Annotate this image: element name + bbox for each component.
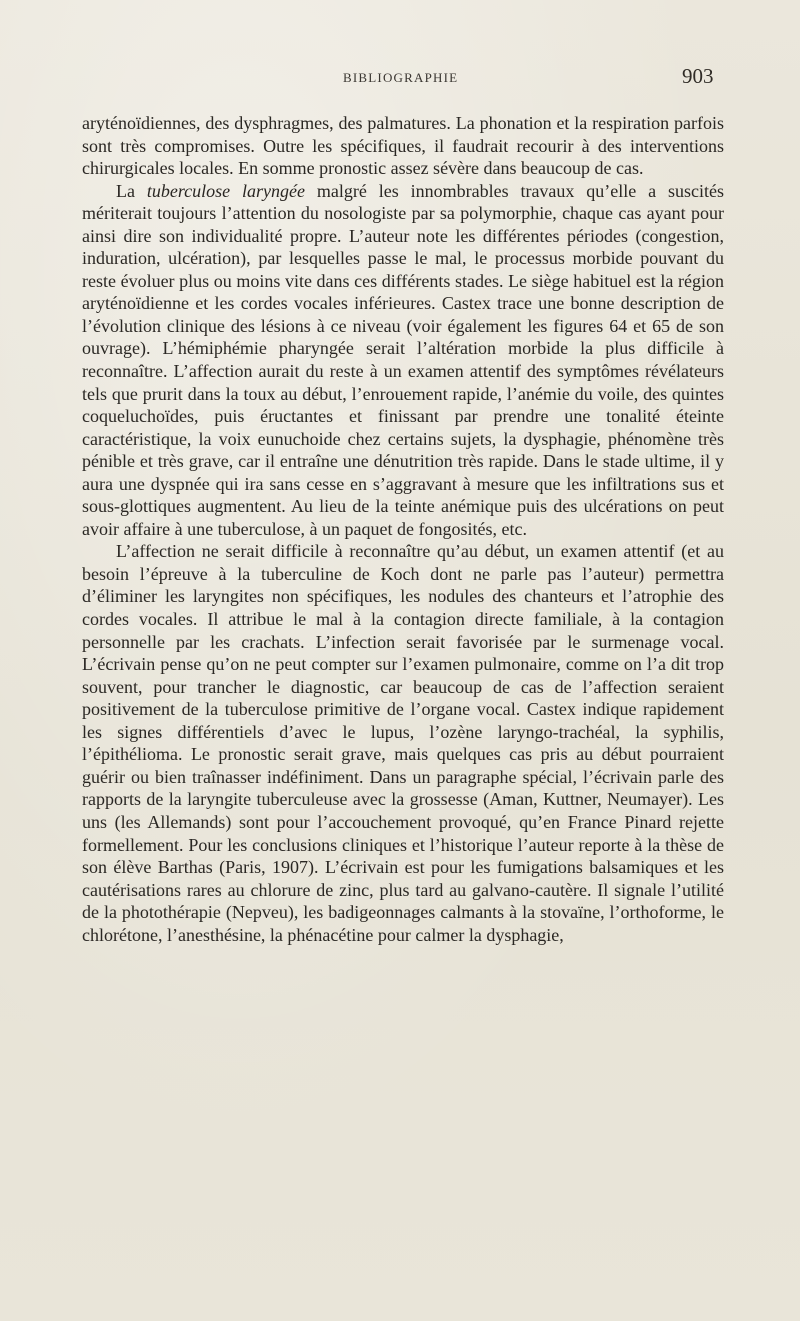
paragraph-2-lead: La [116,180,147,201]
paragraph-2-italic-term: tuberculose laryngée [146,180,306,201]
paragraph-1-text: aryténoïdiennes, des dysphragmes, des palmatures. La phonation et la respiration parfois sont très compromises. Outre les spécifiques, il faudrait recourir à des interventions chirurgicales locales. En somme pronostic assez sévère dans beaucoup de cas. [82,113,724,179]
body-text [82,112,724,946]
paragraph-3-text: L’affection ne serait difficile à reconnaître qu’au début, un examen attentif (et au besoin l’épreuve à la tuberculine de Koch dont ne parle pas l’auteur) permettra d’éliminer les laryngites non spécifiques, les nodules des chanteurs et l’atrophie des cordes vocales. Il attribue le mal à la contagion directe familiale, à la contagion personnelle par les crachats. L’infection serait favorisée par le surmenage vocal. L’écrivain pense qu’on ne peut compter sur l’examen pulmonaire, comme on l’a dit trop souvent, pour trancher le diagnostic, car beaucoup de cas de l’affection seraient positivement de la tuberculose primitive de l’organe vocal. Castex indique rapidement les signes différentiels d’avec le lupus, l’ozène laryngo-trachéal, la syphilis, l’épithélioma. Le pronostic serait grave, mais quelques cas pris au début pourraient guérir ou bien traînasser indéfiniment. Dans un paragraphe spécial, l’écrivain parle des rapports de la laryngite tuberculeuse avec la grossesse (Aman, Kuttner, Neumayer). Les uns (les Allemands) sont pour l’accouchement provoqué, qu’en France Pinard rejette formellement. Pour les conclusions cliniques et l’historique l’auteur reporte à la thèse de son élève Barthas (Paris, 1907). L’écrivain est pour les fumigations balsamiques et les cautérisations rares au chlorure de zinc, plus tard au galvano-cautère. Il signale l’utilité de la photothérapie (Nepveu), les badigeonnages calmants à la stovaïne, l’orthoforme, le chlorétone, l’anesthésine, la phénacétine pour calmer la dysphagie, [82,541,724,945]
running-head: BIBLIOGRAPHIE [343,70,459,85]
page-header [0,64,800,88]
page-number: 903 [682,64,714,88]
paragraph-2-text: malgré les innombrables travaux qu’elle a suscités mériterait toujours l’attention du nosologiste par sa polymorphie, chaque cas ayant pour ainsi dire son individualité propre. L’auteur note les différentes périodes (congestion, induration, ulcération), par lesquelles passe le mal, le processus morbide pouvant du reste évoluer plus ou moins vite dans ces différents stades. Le siège habituel est la région aryténoïdienne et les cordes vocales inférieures. Castex trace une bonne description de l’évolution clinique des lésions à ce niveau (voir également les figures 64 et 65 de son ouvrage). L’hémiphémie pharyngée serait l’altération morbide la plus difficile à reconnaître. L’affection aurait du reste à un examen attentif des symptômes révélateurs tels que prurit dans la toux au début, l’enrouement rapide, l’anémie du voile, des quintes coqueluchoïdes, puis éructantes et finissant par prendre une tonalité éteinte caractéristique, la voix eunuchoide chez certains sujets, la dysphagie, phénomène très pénible et très grave, car il entraîne une dénutrition très rapide. Dans le stade ultime, il y aura une dyspnée qui ira sans cesse en s’aggravant à mesure que les infiltrations sus et sous-glottiques augmentent. Au lieu de la teinte anémique puis des ulcérations on peut avoir affaire à une tuberculose, à un paquet de fongosités, etc. [82,180,724,539]
paragraph-1 [82,112,724,180]
paragraph-3 [82,540,724,946]
paragraph-2 [82,180,724,541]
